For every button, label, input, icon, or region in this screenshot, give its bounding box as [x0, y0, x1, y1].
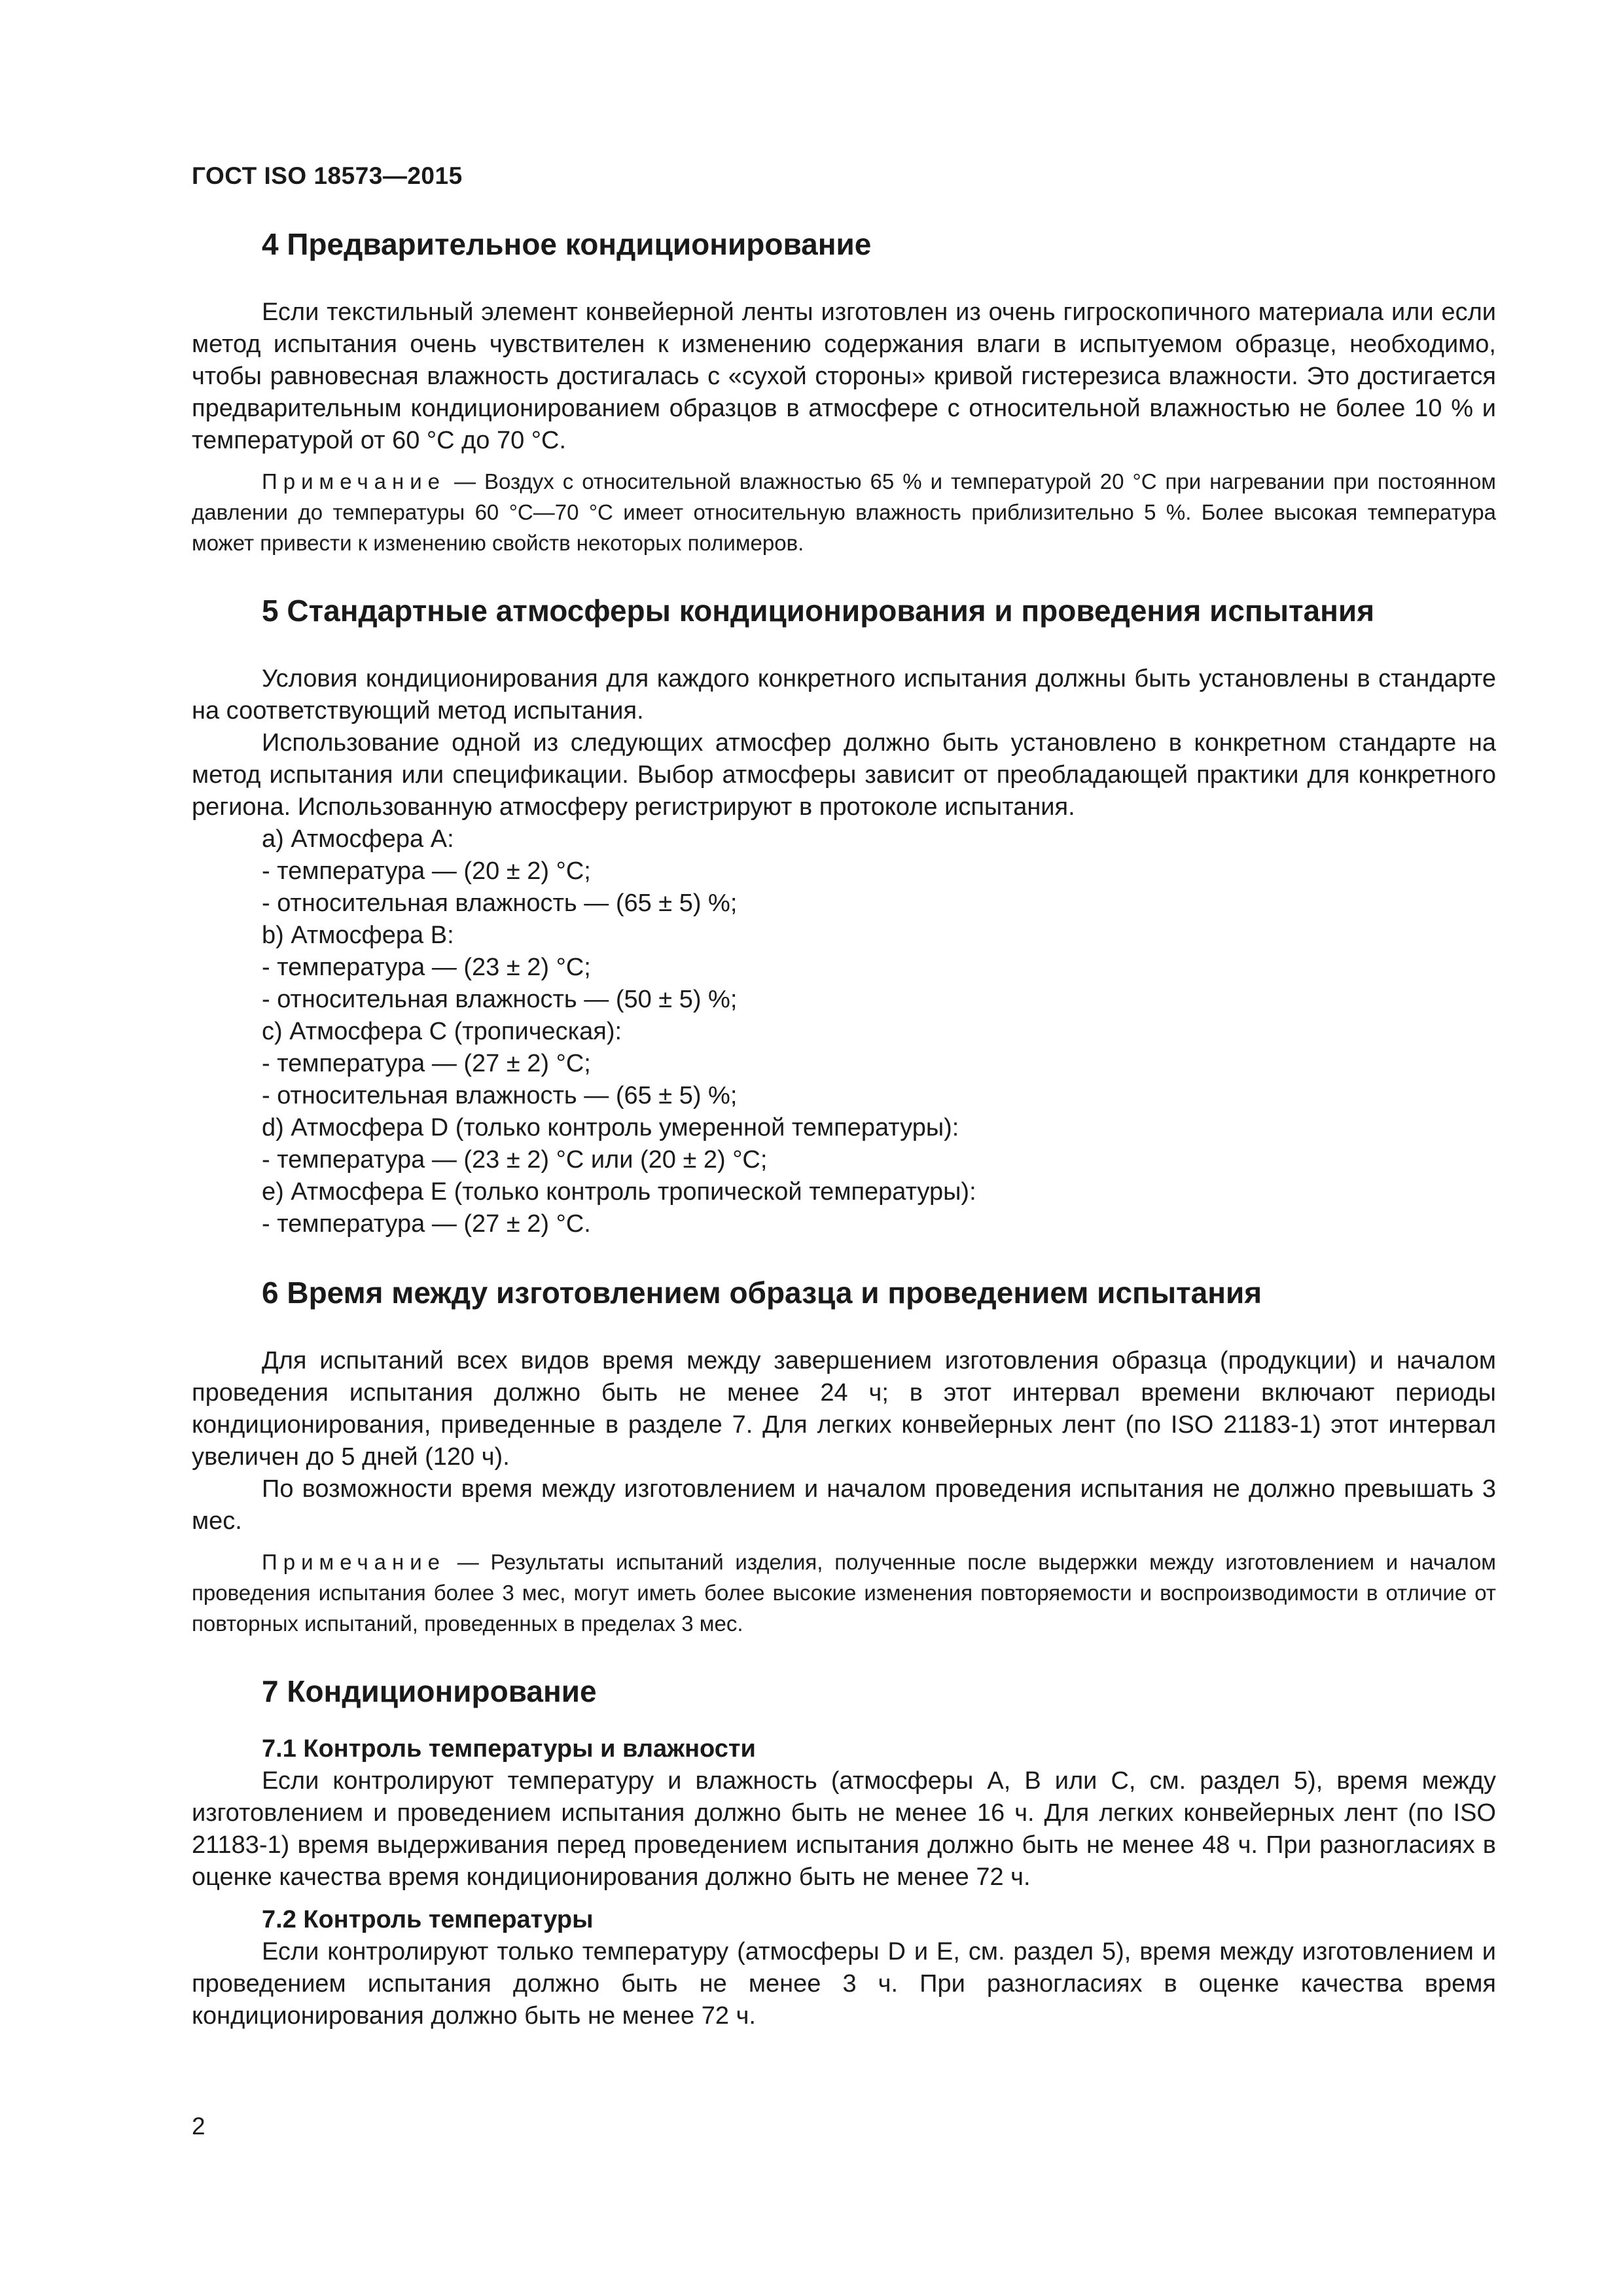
section-5-heading: 5 Стандартные атмосферы кондиционирования и проведения испытания — [262, 594, 1375, 628]
page-number: 2 — [192, 2113, 205, 2140]
atmosphere-list — [192, 823, 1496, 1240]
section-4-heading: 4 Предварительное кондиционирование — [262, 227, 872, 261]
subsection-7-2-heading: 7.2 Контроль температуры — [262, 1906, 594, 1933]
section-4-note — [192, 466, 1496, 558]
section-6-paragraph-1: Для испытаний всех видов время между завершением изготовления образца (продукции) и началом проведения испытания должно быть не менее 24 ч; в этот интервал времени включают периоды кондиционирования, приведенные в разделе 7. Для легких конвейерных лент (по ISO 21183-1) этот интервал увеличен до 5 дней (120 ч). — [192, 1347, 1496, 1471]
section-6-paragraph-2: По возможности время между изготовлением и началом проведения испытания не должно превышать 3 мес. — [192, 1475, 1496, 1535]
list-item: - температура — (27 ± 2) °С. — [262, 1210, 591, 1238]
list-item: - температура — (27 ± 2) °С; — [262, 1050, 591, 1077]
subsection-7-2-paragraph: Если контролируют только температуру (атмосферы D и Е, см. раздел 5), время между изготовлением и проведением испытания должно быть не менее 3 ч. При разногласиях в оценке качества время кондиционирования должно быть не менее 72 ч. — [192, 1938, 1496, 2030]
section-6-heading: 6 Время между изготовлением образца и проведением испытания — [262, 1276, 1262, 1310]
section-4-paragraph: Если текстильный элемент конвейерной ленты изготовлен из очень гигроскопичного материала или если метод испытания очень чувствителен к изменению содержания влаги в испытуемом образце, необходимо, чтобы равновесная влажность достигалась с «сухой стороны» кривой гистерезиса влажности. Это достигается предварительным кондиционированием образцов в атмосфере с относительной влажностью не более 10 % и температурой от 60 °С до 70 °С. — [192, 298, 1496, 454]
section-5-paragraph-2: Использование одной из следующих атмосфер должно быть установлено в конкретном стандарте на метод испытания или спецификации. Выбор атмосферы зависит от преобладающей практики для конкретного региона. Использованную атмосферу регистрируют в протоколе испытания. — [192, 729, 1496, 821]
list-item: - относительная влажность — (65 ± 5) %; — [262, 889, 738, 917]
document-code-header: ГОСТ ISO 18573—2015 — [192, 162, 463, 189]
section-7-heading: 7 Кондиционирование — [262, 1674, 597, 1708]
list-item: a) Атмосфера А: — [262, 825, 454, 853]
section-5-paragraph-1: Условия кондиционирования для каждого конкретного испытания должны быть установлены в стандарте на соответствующий метод испытания. — [192, 665, 1496, 725]
list-item: c) Атмосфера С (тропическая): — [262, 1018, 622, 1045]
note-label: Примечание — [262, 1550, 446, 1574]
list-item: - температура — (23 ± 2) °С; — [262, 954, 591, 981]
list-item: e) Атмосфера Е (только контроль тропической температуры): — [262, 1178, 976, 1206]
list-item: - температура — (23 ± 2) °С или (20 ± 2) °С; — [262, 1146, 768, 1174]
note-text: — Результаты испытаний изделия, полученные после выдержки между изготовлением и началом проведения испытания более 3 мес, могут иметь более высокие изменения повторяемости и воспроизводимости в отличие от повторных испытаний, проведенных в пределах 3 мес. — [192, 1550, 1496, 1636]
subsection-7-1-paragraph: Если контролируют температуру и влажность (атмосферы А, В или С, см. раздел 5), время между изготовлением и проведением испытания должно быть не менее 16 ч. Для легких конвейерных лент (по ISO 21183-1) время выдерживания перед проведением испытания должно быть не менее 48 ч. При разногласиях в оценке качества время кондиционирования должно быть не менее 72 ч. — [192, 1767, 1496, 1891]
note-text: — Воздух с относительной влажностью 65 % и температурой 20 °С при нагревании при постоянном давлении до температуры 60 °С—70 °С имеет относительную влажность приблизительно 5 %. Более высокая температура может привести к изменению свойств некоторых полимеров. — [192, 469, 1496, 555]
list-item: - относительная влажность — (50 ± 5) %; — [262, 986, 738, 1013]
list-item: - относительная влажность — (65 ± 5) %; — [262, 1082, 738, 1109]
list-item: d) Атмосфера D (только контроль умеренной температуры): — [262, 1114, 959, 1141]
subsection-7-1-heading: 7.1 Контроль температуры и влажности — [262, 1735, 756, 1763]
section-6-note — [192, 1547, 1496, 1639]
note-label: Примечание — [262, 469, 446, 493]
document-body — [192, 226, 1496, 2032]
list-item: - температура — (20 ± 2) °С; — [262, 857, 591, 885]
list-item: b) Атмосфера В: — [262, 922, 454, 949]
